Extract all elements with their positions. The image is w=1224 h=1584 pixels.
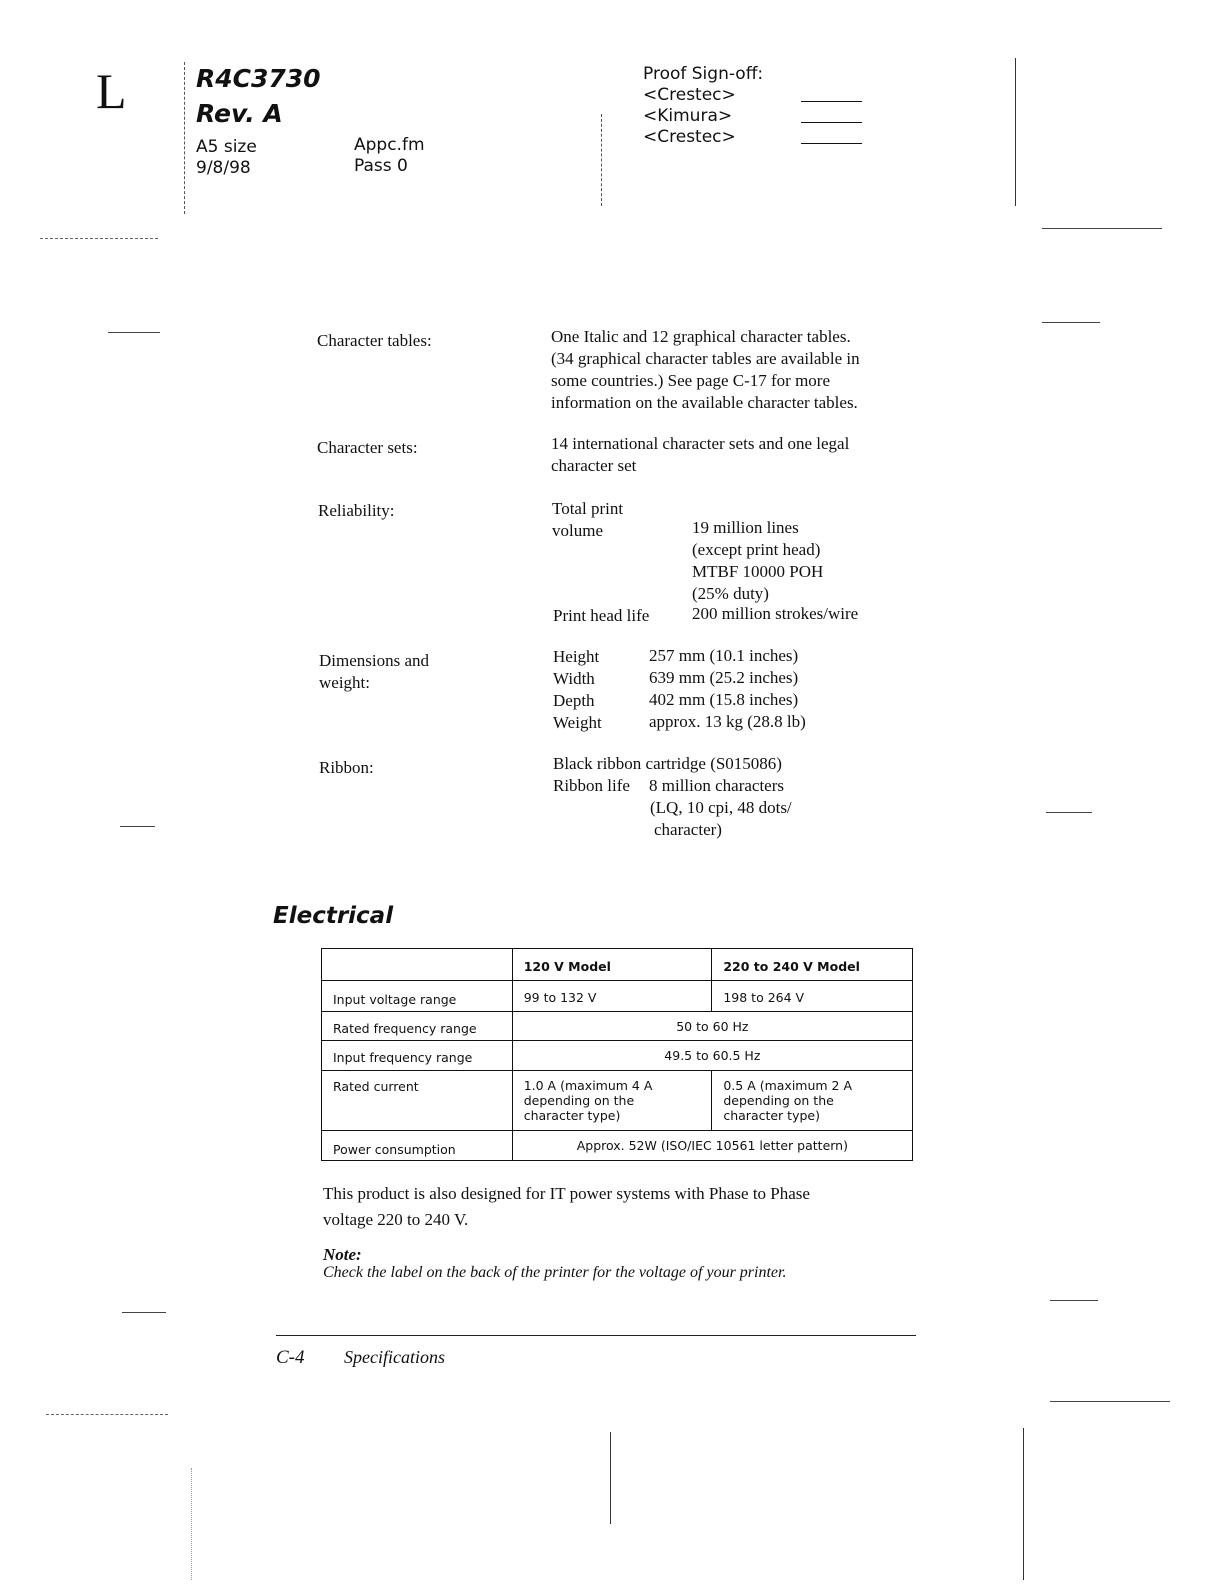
label-ribbon: Ribbon: — [319, 758, 374, 777]
crop-mark — [191, 1468, 192, 1580]
crop-mark — [108, 332, 160, 333]
text-line: character type) — [723, 1108, 820, 1123]
table-row — [322, 1012, 913, 1041]
text-line: depending on the — [723, 1093, 834, 1108]
table-cell: 50 to 60 Hz — [512, 1012, 912, 1041]
table-cell — [712, 1071, 913, 1131]
section-heading-electrical: Electrical — [273, 903, 394, 929]
electrical-table — [321, 948, 913, 1161]
reviewer-2: <Kimura> — [643, 106, 733, 126]
text-line: Dimensions and — [319, 651, 430, 670]
margin-letter: L — [96, 63, 127, 119]
reliability-total-values — [692, 517, 823, 605]
footer-rule — [276, 1335, 916, 1336]
header-divider-left — [184, 62, 185, 214]
reliability-total-label-2: volume — [552, 521, 603, 540]
value-character-tables — [551, 326, 860, 414]
text-line: (except print head) — [692, 540, 821, 559]
text-line: 0.5 A (maximum 2 A — [723, 1078, 853, 1093]
table-cell: Approx. 52W (ISO/IEC 10561 letter pattern) — [512, 1131, 912, 1161]
doc-file: Appc.fm — [354, 135, 425, 155]
electrical-paragraph — [323, 1181, 810, 1233]
text-line: information on the available character tables. — [551, 393, 858, 412]
text-line: MTBF 10000 POH — [692, 562, 824, 581]
ribbon-life-extra — [650, 797, 792, 841]
text-line: One Italic and 12 graphical character tables. — [551, 327, 851, 346]
header-divider-mid — [601, 114, 602, 206]
crop-mark — [1046, 812, 1092, 813]
footer-section-title: Specifications — [344, 1347, 445, 1367]
table-header-row — [322, 949, 913, 981]
ribbon-life-label: Ribbon life — [553, 776, 630, 795]
text-line: weight: — [319, 673, 370, 692]
table-header-cell: 120 V Model — [512, 949, 712, 981]
reviewer-1: <Crestec> — [643, 85, 736, 105]
ribbon-life-value: 8 million characters — [649, 776, 785, 795]
signoff-line-1 — [801, 101, 862, 102]
footer-page-number: C-4 — [276, 1347, 305, 1368]
table-cell — [512, 1071, 712, 1131]
crop-mark — [1023, 1428, 1024, 1580]
header-divider-right — [1015, 58, 1016, 206]
doc-size: A5 size — [196, 137, 257, 157]
label-reliability: Reliability: — [318, 501, 395, 520]
text-line: (25% duty) — [692, 584, 769, 603]
text-line: (LQ, 10 cpi, 48 dots/ — [650, 798, 792, 817]
text-line: (34 graphical character tables are available in — [551, 349, 860, 368]
note-text: Check the label on the back of the printer for the voltage of your printer. — [323, 1264, 787, 1281]
label-character-sets: Character sets: — [317, 438, 418, 457]
crop-mark — [120, 826, 155, 827]
dimension-name: Depth — [553, 691, 595, 710]
text-line: voltage 220 to 240 V. — [323, 1210, 469, 1229]
label-character-tables: Character tables: — [317, 331, 432, 350]
reliability-head-value: 200 million strokes/wire — [692, 604, 859, 623]
table-cell-label: Power consumption — [322, 1131, 513, 1161]
table-cell: 49.5 to 60.5 Hz — [512, 1041, 912, 1071]
ribbon-cartridge: Black ribbon cartridge (S015086) — [553, 754, 782, 773]
dimension-value: 257 mm (10.1 inches) — [649, 646, 799, 665]
text-line: 1.0 A (maximum 4 A — [523, 1078, 653, 1093]
table-cell-label: Input frequency range — [322, 1041, 513, 1071]
reviewer-3: <Crestec> — [643, 127, 736, 147]
text-line: character set — [551, 456, 637, 475]
table-cell-label: Rated frequency range — [322, 1012, 513, 1041]
table-row — [322, 1131, 913, 1161]
dimension-name: Height — [553, 647, 600, 666]
dimension-name: Weight — [553, 713, 602, 732]
text-line: 14 international character sets and one legal — [551, 434, 850, 453]
doc-date: 9/8/98 — [196, 158, 251, 178]
text-line: depending on the — [523, 1093, 635, 1108]
note-heading: Note: — [323, 1245, 362, 1264]
table-cell-label: Input voltage range — [322, 981, 513, 1012]
text-line: some countries.) See page C-17 for more — [551, 371, 830, 390]
crop-mark — [1050, 1300, 1098, 1301]
signoff-line-3 — [801, 143, 862, 144]
crop-mark — [1050, 1401, 1170, 1402]
table-cell: 99 to 132 V — [512, 981, 712, 1012]
doc-revision: Rev. A — [196, 99, 283, 128]
crop-mark — [610, 1432, 611, 1524]
doc-id: R4C3730 — [196, 64, 321, 93]
reliability-head-label: Print head life — [553, 606, 650, 625]
dimension-name: Width — [553, 669, 595, 688]
label-dimensions — [319, 650, 429, 694]
text-line: character type) — [523, 1108, 621, 1123]
crop-mark — [122, 1312, 166, 1313]
dimension-value: approx. 13 kg (28.8 lb) — [649, 712, 806, 731]
signoff-line-2 — [801, 122, 862, 123]
table-cell-label: Rated current — [322, 1071, 513, 1131]
crop-mark — [46, 1414, 168, 1415]
dimension-value: 639 mm (25.2 inches) — [649, 668, 799, 687]
doc-pass: Pass 0 — [354, 156, 408, 176]
dimension-values — [649, 645, 806, 733]
dimension-names — [553, 646, 602, 734]
text-line: This product is also designed for IT power systems with Phase to Phase — [323, 1184, 810, 1203]
dimension-value: 402 mm (15.8 inches) — [649, 690, 799, 709]
crop-mark — [1042, 228, 1162, 229]
table-cell: 198 to 264 V — [712, 981, 913, 1012]
proof-title: Proof Sign-off: — [643, 64, 764, 84]
table-header-cell — [322, 949, 513, 981]
table-row — [322, 1071, 913, 1131]
table-row — [322, 1041, 913, 1071]
table-header-cell: 220 to 240 V Model — [712, 949, 913, 981]
value-character-sets — [551, 433, 849, 477]
text-line: 19 million lines — [692, 518, 799, 537]
crop-mark — [40, 238, 158, 239]
text-line: character) — [654, 820, 722, 839]
proof-signoff — [643, 64, 763, 148]
reliability-total-label-1: Total print — [552, 499, 624, 518]
crop-mark — [1042, 322, 1100, 323]
table-row — [322, 981, 913, 1012]
